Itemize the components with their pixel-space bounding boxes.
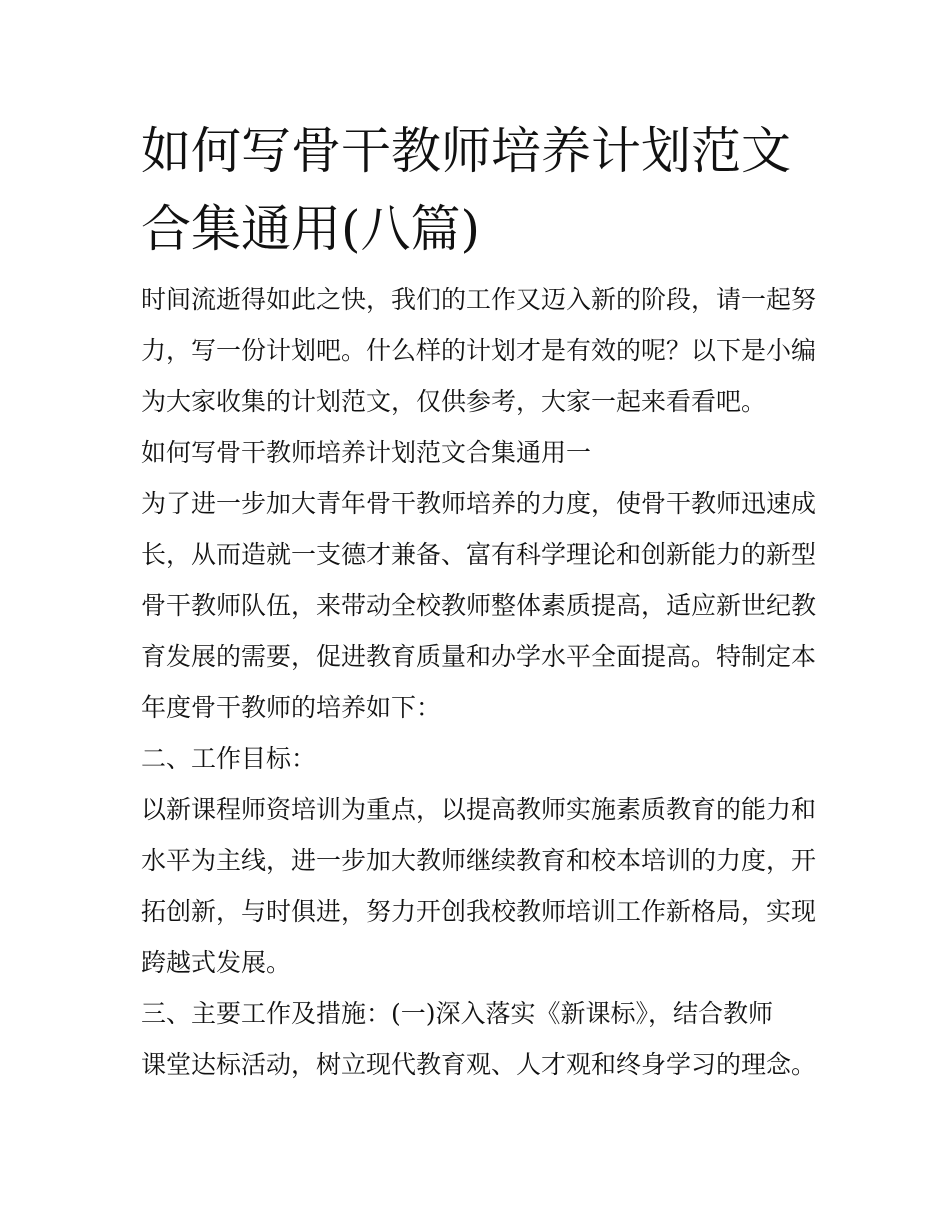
- body-line: 长，从而造就一支德才兼备、富有科学理论和创新能力的新型: [141, 540, 817, 569]
- body-line: 年度骨干教师的培养如下：: [141, 693, 442, 722]
- section-heading: 如何写骨干教师培养计划范文合集通用一: [141, 438, 592, 467]
- body-line: 力，写一份计划吧。什么样的计划才是有效的呢？以下是小编: [141, 336, 817, 365]
- body-line: 为了进一步加大青年骨干教师培养的力度，使骨干教师迅速成: [141, 489, 817, 518]
- section-heading: 二、工作目标：: [141, 744, 317, 773]
- body-line: 育发展的需要，促进教育质量和办学水平全面提高。特制定本: [141, 642, 817, 671]
- body-line: 跨越式发展。: [141, 948, 292, 977]
- body-line: 为大家收集的计划范文，仅供参考，大家一起来看看吧。: [141, 387, 767, 416]
- section-heading: 三、主要工作及措施：(一)深入落实《新课标》，结合教师: [141, 999, 774, 1028]
- body-line: 以新课程师资培训为重点，以提高教师实施素质教育的能力和: [141, 795, 817, 824]
- title-line-1: 如何写骨干教师培养计划范文: [141, 122, 791, 180]
- body-line: 骨干教师队伍，来带动全校教师整体素质提高，适应新世纪教: [141, 591, 817, 620]
- title-line-2: 合集通用(八篇): [141, 200, 481, 258]
- body-line: 拓创新，与时俱进，努力开创我校教师培训工作新格局，实现: [141, 897, 817, 926]
- document-title: [141, 112, 821, 268]
- body-line: 水平为主线，进一步加大教师继续教育和校本培训的力度，开: [141, 846, 817, 875]
- body-line: 课堂达标活动，树立现代教育观、人才观和终身学习的理念。: [141, 1050, 817, 1079]
- body-line: 时间流逝得如此之快，我们的工作又迈入新的阶段，请一起努: [141, 285, 817, 314]
